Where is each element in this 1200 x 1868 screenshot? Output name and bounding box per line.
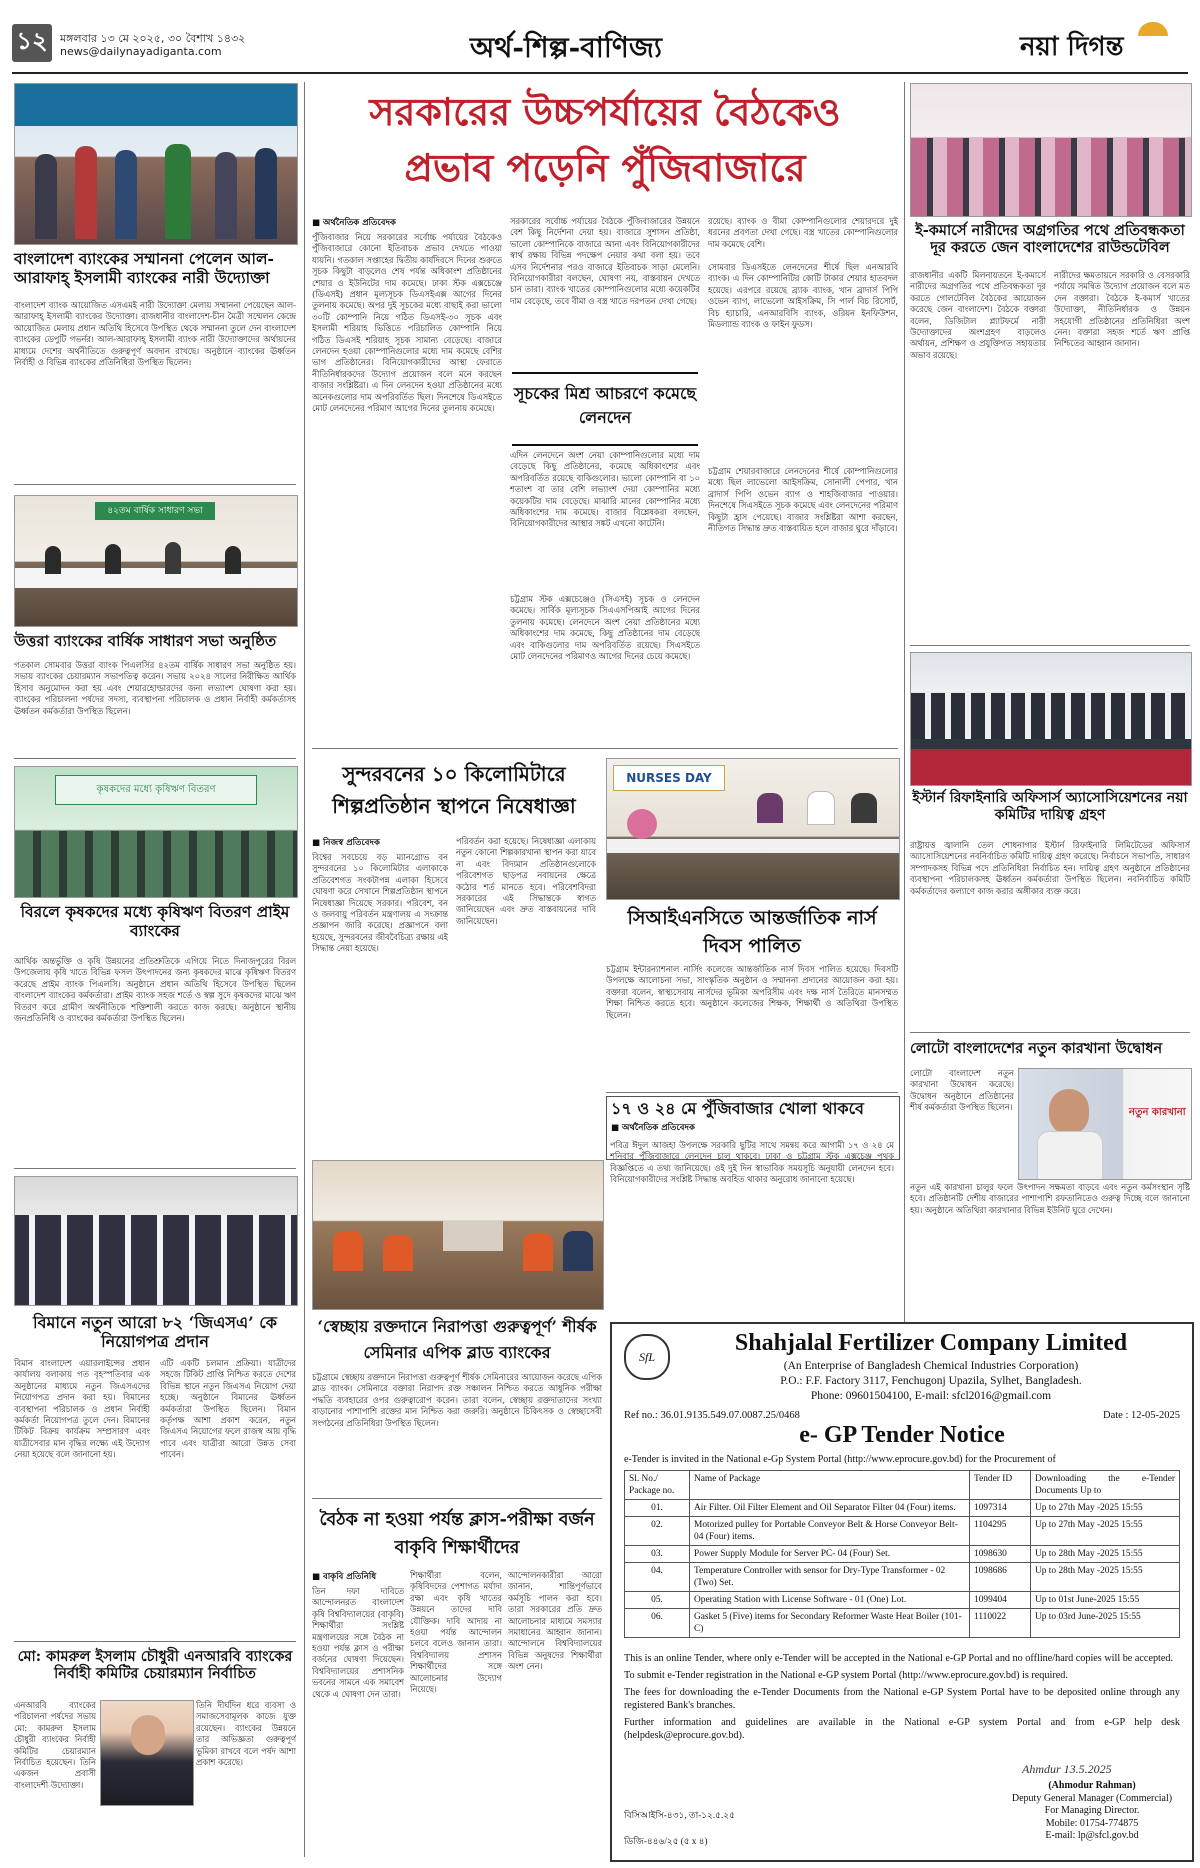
mid2-photo [606, 758, 900, 900]
divider [14, 758, 296, 759]
table-row: 02. Motorized pulley for Portable Conveyor Belt & Horse Conveyor Belt-04 (Four) items. 1104295 Up to 27th May -2025 15:55 [625, 1517, 1180, 1546]
mid1-byline: ■ নিজস্ব প্রতিবেদক [312, 838, 380, 848]
left1-photo [14, 83, 298, 245]
mid5-body-col3: আন্দোলনকারীরা আরো জানান, শান্তিপূর্ণভাবে কর্মসূচি পালন করা হবে। তারা সরকারের প্রতি দ্রুত আলোচনার মাধ্যমে সমস্যার সমাধানের আহ্বান জানান। আন্দোলনে বিশ্ববিদ্যালয়ের বিভিন্ন অনুষদের শিক্ষার্থীরা অংশ নেন। [508, 1570, 602, 1672]
right1-photo [910, 83, 1192, 217]
left4-body-col2: এটি একটি চলমান প্রক্রিয়া। যাত্রীদের সহজে টিকিট প্রাপ্তি নিশ্চিত করতে দেশের বিভিন্ন স্থানে নতুন জিএসএ নিয়োগ দেয়া হচ্ছে। অনুষ্ঠানে বিমানের ঊর্ধ্বতন কর্মকর্তারা উপস্থিত ছিলেন। বিমান কর্তৃপক্ষ আশা প্রকাশ করেন, নতুন জিএসএ নিয়োগের ফলে রাজস্ব আয় বৃদ্ধি পাবে এবং যাত্রীরা আরো উন্নত সেবা পাবেন। [160, 1358, 296, 1460]
tender-signature: Ahmdur 13.5.2025 [1022, 1762, 1112, 1776]
left3-body: আর্থিক অন্তর্ভুক্তি ও কৃষি উন্নয়নের প্রতিশ্রুতিকে এগিয়ে নিতে দিনাজপুরের বিরল উপজেলায় কৃষি খাতে বিভিন্ন ফসল উৎপাদনের জন্য কৃষকদের মাঝে কৃষিঋণ বিতরণ করেছে প্রাইম ব্যাংক পিএলসি। অনুষ্ঠানে প্রধান অতিথি হিসেবে উপস্থিত ছিলেন বাংলাদেশ ব্যাংকের কর্মকর্তারা। প্রাইম ব্যাংক সহজ শর্তে ও স্বল্প সুদে কৃষকদের মাঝে ঋণ বিতরণ করে গ্রামীণ অর্থনীতিকে শক্তিশালী করতে কাজ করছে। অনুষ্ঠানে স্থানীয় জনপ্রতিনিধি ও ব্যাংকের কর্মকর্তারা উপস্থিত ছিলেন। [14, 956, 296, 1024]
column-rule-right [904, 82, 905, 1322]
divider [14, 484, 296, 485]
header-date: মঙ্গলবার ১৩ মে ২০২৫, ৩০ বৈশাখ ১৪৩২ [60, 32, 246, 45]
mid5-body-col2: শিক্ষার্থীরা বলেন, কৃষিবিদদের পেশাগত মর্যাদা রক্ষা এবং কৃষি খাতের উন্নয়নে তাদের দাবি যৌক্তিক। দাবি আদায় না হওয়া পর্যন্ত আন্দোলন চলবে বলেও জানান তারা। বিশ্ববিদ্যালয় প্রশাসন শিক্ষার্থীদের সঙ্গে আলোচনার উদ্যোগ নিয়েছে। [410, 1570, 502, 1695]
right2-body: রাষ্ট্রায়ত্ত জ্বালানি তেল শোধনাগার ইস্টার্ন রিফাইনারি লিমিটেডের অফিসার্স অ্যাসোসিয়েশনের নবনির্বাচিত কমিটি দায়িত্ব গ্রহণ করেছে। নির্বাচনে সভাপতি, সাধারণ সম্পাদকসহ বিভিন্ন পদে প্রতিনিধিরা নির্বাচিত হন। দায়িত্ব গ্রহণ অনুষ্ঠানে প্রতিষ্ঠানের ব্যবস্থাপনা পরিচালকসহ ঊর্ধ্বতন কর্মকর্তারা উপস্থিত ছিলেন। নবনির্বাচিত কমিটি কর্মকর্তাদের কল্যাণে কাজ করার অঙ্গীকার ব্যক্ত করে। [910, 840, 1190, 896]
mid3-headline: ১৭ ও ২৪ মে পুঁজিবাজার খোলা থাকবে [611, 1099, 864, 1118]
mid2-banner: NURSES DAY [613, 765, 725, 791]
tender-table [624, 1470, 1180, 1638]
table-row: 03. Power Supply Module for Server PC- 04 (Four) Set. 1098630 Up to 28th May -2025 15:55 [625, 1546, 1180, 1563]
tender-subtitle: (An Enterprise of Bangladesh Chemical Industries Corporation) [783, 1360, 1079, 1372]
left3-headline: বিরলে কৃষকদের মধ্যে কৃষিঋণ বিতরণ প্রাইম ব্যাংকের [20, 902, 290, 940]
tender-ref: Ref no.: 36.01.9135.549.07.0087.25/0468 [624, 1410, 800, 1421]
mid1-text1: বিশ্বের সবচেয়ে বড় ম্যানগ্রোভ বন সুন্দরবনের ১০ কিলোমিটার এলাকাকে প্রতিবেশগত সংকটাপন্ন এলাকা হিসেবে ঘোষণা করে সেখানে শিল্পপ্রতিষ্ঠান স্থাপনে নিষেধাজ্ঞা দিয়েছে সরকার। পরিবেশ, বন ও জলবায়ু পরিবর্তন মন্ত্রণালয় এ সংক্রান্ত প্রজ্ঞাপন জারি করেছে। প্রজ্ঞাপনে বলা হয়েছে, সুন্দরবনের জীববৈচিত্র্য রক্ষায় এই সিদ্ধান্ত নেয়া হয়েছে। [312, 852, 448, 954]
tender-note-3: The fees for downloading the e-Tender Documents from the National e-GP System Portal have to be deposited online through any registered Bank's branches. [624, 1687, 1180, 1711]
mid4-headline: ‘স্বেচ্ছায় রক্তদানে নিরাপত্তা গুরুত্বপূর্ণ’ শীর্ষক সেমিনার এপিক ব্লাড ব্যাংকের [317, 1317, 597, 1362]
tender-note-1: This is an online Tender, where only e-Tender will be accepted in the National e-GP Portal and no offline/hard copies will be accepted. [624, 1653, 1174, 1664]
left4-headline: বিমানে নতুন আরো ৮২ ‘জিএসএ’ কে নিয়োগপত্র প্রদান [33, 1313, 277, 1352]
tender-designation: Deputy General Manager (Commercial) [1011, 1792, 1173, 1804]
tender-col-sl: Sl. No./ Package no. [625, 1471, 690, 1500]
section-title: অর্থ-শিল্প-বাণিজ্য [470, 31, 663, 64]
left5-body-col2: তিনি দীর্ঘদিন ধরে ব্যবসা ও সমাজসেবামূলক কাজে যুক্ত রয়েছেন। ব্যাংকের উন্নয়নে তার অভিজ্ঞতা গুরুত্বপূর্ণ ভূমিকা রাখবে বলে পর্ষদ আশা প্রকাশ করেছে। [196, 1700, 296, 1768]
mid1-body-col1 [312, 836, 448, 1152]
tender-signer: (Ahmodur Rahman) [1048, 1780, 1136, 1791]
right3-body-col1: লোটো বাংলাদেশ নতুন কারখানা উদ্বোধন করেছে। উদ্বোধন অনুষ্ঠানে প্রতিষ্ঠানের শীর্ষ কর্মকর্তারা উপস্থিত ছিলেন। [910, 1068, 1014, 1113]
left3-banner: কৃষকদের মধ্যে কৃষিঋণ বিতরণ [55, 775, 257, 805]
divider [14, 1168, 296, 1169]
tender-col-id: Tender ID [970, 1471, 1031, 1500]
tender-title: e- GP Tender Notice [799, 1422, 1005, 1448]
left5-body-col1: এনআরবি ব্যাংকের পরিচালনা পর্ষদের সভায় মো: কামরুল ইসলাম চৌধুরী ব্যাংকের নির্বাহী কমিটির চেয়ারম্যান নির্বাচিত হয়েছেন। তিনি একজন প্রবাসী বাংলাদেশী উদ্যোক্তা। [14, 1700, 96, 1790]
left3-photo [14, 766, 298, 898]
tender-address: P.O.: F.F. Factory 3117, Fenchugonj Upazila, Sylhet, Bangladesh. [780, 1375, 1082, 1387]
right3-photo [1018, 1068, 1192, 1180]
right2-photo [910, 652, 1192, 786]
tender-code-1: বিসিআইসি-৪৩১, তা-১২.৫.২৫ [624, 1810, 735, 1820]
table-row: 04. Temperature Controller with sensor for Dry-Type Transformer - 02 (Two) Set. 1098686 Up to 28th May -2025 15:55 [625, 1563, 1180, 1592]
mid5-headline: বৈঠক না হওয়া পর্যন্ত ক্লাস-পরীক্ষা বর্জন বাকৃবি শিক্ষার্থীদের [319, 1510, 595, 1558]
tender-code-2: ডিজি-৪৪৬/২৫ (৫ x ৪) [624, 1836, 708, 1846]
divider [14, 1641, 296, 1642]
lead-right-text2: সোমবার ডিএসইতে লেনদেনের শীর্ষে ছিল এনআরবি ব্যাংক। এ দিন কোম্পানিটির কোটি টাকার শেয়ার হাতবদল হয়েছে। এরপরে রয়েছে ব্র্যাক ব্যাংক, খান ব্রাদার্স পিপি ওভেন ব্যাগ, লাভেলো আইসক্রিম, সি পার্ল বিচ রিসোর্ট, বিচ হ্যাচারি, এনআরবিসি ব্যাংক, ওরিয়ন ইনফিউশন, মিডল্যান্ড ব্যাংক ও ফাইন ফুডস। [708, 262, 898, 330]
mid1-body-col2: পরিবর্তন করা হয়েছে। নিষেধাজ্ঞা এলাকায় নতুন কোনো শিল্পকারখানা স্থাপন করা যাবে না এবং বিদ্যমান প্রতিষ্ঠানগুলোকে পরিবেশগত ছাড়পত্র নবায়নের ক্ষেত্রে কঠোর শর্ত মানতে হবে। পরিবেশবিদরা সরকারের এই সিদ্ধান্তকে স্বাগত জানিয়েছেন এবং দ্রুত বাস্তবায়নের দাবি জানিয়েছেন। [456, 836, 596, 926]
mid5-text1: তিন দফা দাবিতে আন্দোলনরত বাংলাদেশ কৃষি বিশ্ববিদ্যালয়ের (বাকৃবি) শিক্ষার্থীরা সংশ্লিষ্ট মন্ত্রণালয়ের সঙ্গে বৈঠক না হওয়া পর্যন্ত ক্লাস ও পরীক্ষা বর্জনের ঘোষণা দিয়েছেন। বিশ্ববিদ্যালয়ের প্রশাসনিক ভবনের সামনে এক সমাবেশ থেকে এ ঘোষণা দেন তারা। [312, 1586, 404, 1699]
sfcl-logo-icon: SfL [624, 1334, 670, 1380]
mid4-body: চট্টগ্রামে স্বেচ্ছায় রক্তদানে নিরাপত্তা গুরুত্বপূর্ণ শীর্ষক সেমিনারের আয়োজন করেছে এপিক ব্লাড ব্যাংক। সেমিনারে বক্তারা নিরাপদ রক্ত সঞ্চালন নিশ্চিত করতে আধুনিক পরীক্ষা পদ্ধতি ব্যবহারের ওপর গুরুত্বারোপ করেন। তারা বলেন, স্বেচ্ছায় রক্তদাতাদের সংখ্যা বাড়ানোর পাশাপাশি রক্তের মান নিশ্চিত করা জরুরি। অনুষ্ঠানে চিকিৎসক ও স্বেচ্ছাসেবী সংগঠনের প্রতিনিধিরা উপস্থিত ছিলেন। [312, 1372, 602, 1428]
mid3-byline: ■ অর্থনৈতিক প্রতিবেদক [611, 1123, 695, 1133]
tender-phone: Phone: 09601504100, E-mail: sfcl2016@gmail.com [810, 1390, 1052, 1402]
tender-col-name: Name of Package [690, 1471, 970, 1500]
tender-email[interactable]: E-mail: lp@sfcl.gov.bd [1045, 1830, 1139, 1841]
divider [606, 1092, 898, 1093]
left2-banner: ৪২তম বার্ষিক সাধারণ সভা [95, 502, 215, 520]
lead-right-text1: রয়েছে। ব্যাংক ও বীমা কোম্পানিগুলোর শেয়ারদরে দুই ধরনের প্রবণতা দেখা গেছে। বস্ত্র খাতের কোম্পানিগুলোর দাম কমেছে বেশি। [708, 216, 898, 249]
lead-mid-text1: সরকারের সর্বোচ্চ পর্যায়ের বৈঠকে পুঁজিবাজারের উন্নয়নে বেশ কিছু নির্দেশনা দেয়া হয়। বাজারে সুশাসন প্রতিষ্ঠা, ভালো কোম্পানিকে বাজারে আনা এবং বিনিয়োগকারীদের স্বার্থ রক্ষায় বিভিন্ন পদক্ষেপ নেয়ার কথা বলা হয়। তবে এসব নির্দেশনার পরও বাজারে ইতিবাচক সাড়া মেলেনি। বিনিয়োগকারীরা বলছেন, ঘোষণা নয়, বাস্তবায়ন দেখতে চান তারা। ব্যাংক খাতের কোম্পানিগুলোর মধ্যে কয়েকটির দাম বেড়েছে, তবে বীমা ও বস্ত্র খাতে দরপতন দেখা গেছে। [510, 216, 700, 306]
column-rule-left [304, 82, 305, 1857]
lead-headline [312, 84, 898, 196]
lead-headline-line1: সরকারের উচ্চপর্যায়ের বৈঠকেও [369, 89, 841, 134]
right1-headline: ই-কমার্সে নারীদের অগ্রগতির পথে প্রতিবন্ধকতা দূর করতে জেন বাংলাদেশের রাউন্ডটেবিল [915, 222, 1185, 257]
left1-headline: বাংলাদেশ ব্যাংকের সম্মাননা পেলেন আল-আরাফাহ্ ইসলামী ব্যাংকের নারী উদ্যোক্তা [14, 249, 274, 287]
lead-right-text3: চট্টগ্রাম শেয়ারবাজারে লেনদেনের শীর্ষে কোম্পানিগুলোর মধ্যে ছিল লাভেলো আইসক্রিম, সোনালী পেপার, খান ব্রাদার্স পিপি ওভেন ব্যাগ ও শাহজিবাজার পাওয়ার। দিনশেষে সিএসইতে সূচক কমেছে এবং লেনদেনের পরিমাণ কিছুটা হ্রাস পেয়েছে। বাজার সংশ্লিষ্টরা আশা করছেন, নীতিগত সিদ্ধান্ত দ্রুত বাস্তবায়িত হলে বাজার ঘুরে দাঁড়াবে। [708, 466, 898, 534]
left5-headline: মো: কামরুল ইসলাম চৌধুরী এনআরবি ব্যাংকের নির্বাহী কমিটির চেয়ারম্যান নির্বাচিত [17, 1648, 293, 1683]
tender-for: For Managing Director. [1044, 1805, 1140, 1816]
tender-col-download: Downloading the e-Tender Documents Up to [1031, 1471, 1180, 1500]
mid2-headline: সিআইএনসিতে আন্তর্জাতিক নার্স দিবস পালিত [627, 907, 877, 957]
tender-note-4: Further information and guidelines are available in the National e-GP system Portal and from e-GP help desk (helpdesk@eprocure.gov.bd). [624, 1717, 1180, 1741]
left2-headline: উত্তরা ব্যাংকের বার্ষিক সাধারণ সভা অনুষ্ঠিত [14, 632, 277, 650]
tender-mobile: Mobile: 01754-774875 [1045, 1817, 1139, 1829]
masthead-sun-icon [1138, 22, 1168, 36]
right3-headline: লোটো বাংলাদেশের নতুন কারখানা উদ্বোধন [910, 1040, 1163, 1057]
tender-company: Shahjalal Fertilizer Company Limited [734, 1330, 1128, 1356]
lead-mid-text2: এদিন লেনদেনে অংশ নেয়া কোম্পানিগুলোর মধ্যে দাম বেড়েছে কিছু প্রতিষ্ঠানের, কমেছে অধিকাংশের এবং অপরিবর্তিত রয়েছে বাকিগুলোর। ভালো কোম্পানি বা ১০ শতাংশ বা তার বেশি লভ্যাংশ দেয়া কোম্পানির মধ্যে কয়েকটির দাম বেড়েছে। মাঝারি মানের কোম্পানির মধ্যে অধিকাংশের দাম কমেছে। বাজার বিশ্লেষকরা বলছেন, বিনিয়োগকারীদের আস্থার সঙ্কট এখনো কাটেনি। [510, 450, 700, 529]
mid2-body: চট্টগ্রাম ইন্টারন্যাশনাল নার্সিং কলেজে আন্তর্জাতিক নার্স দিবস পালিত হয়েছে। দিবসটি উপলক্ষে আলোচনা সভা, সাংস্কৃতিক অনুষ্ঠান ও সম্মাননা প্রদানের আয়োজন করা হয়। বক্তারা বলেন, স্বাস্থ্যসেবায় নার্সদের ভূমিকা অপরিসীম এবং দক্ষ নার্স তৈরিতে মানসম্মত শিক্ষা নিশ্চিত করতে হবে। অনুষ্ঠানে কলেজের শিক্ষক, শিক্ষার্থী ও অতিথিরা উপস্থিত ছিলেন। [606, 964, 898, 1020]
mid1-headline: সুন্দরবনের ১০ কিলোমিটারে শিল্পপ্রতিষ্ঠান স্থাপনে নিষেধাজ্ঞা [332, 762, 576, 818]
divider [312, 1498, 602, 1499]
header-email[interactable]: news@dailynayadiganta.com [60, 45, 222, 58]
lead-byline: ■ অর্থনৈতিক প্রতিবেদক [312, 218, 396, 228]
lead-body-col1 [312, 216, 502, 744]
divider [312, 748, 898, 749]
lead-mid-text3: চট্টগ্রাম স্টক এক্সচেঞ্জেও (সিএসই) সূচক ও লেনদেন কমেছে। সার্বিক মূল্যসূচক সিএএসপিআই আগের দিনের তুলনায় কমেছে। লেনদেনে অংশ নেয়া প্রতিষ্ঠানের মধ্যে অধিকাংশের দাম কমেছে, কিছু প্রতিষ্ঠানের দাম বেড়েছে এবং বাকিগুলোর দাম অপরিবর্তিত রয়েছে। সিএসইতে মোট লেনদেনের পরিমাণও আগের দিনের চেয়ে কমেছে। [510, 594, 700, 662]
left2-photo [14, 495, 298, 627]
lead-inset-box [512, 372, 698, 446]
mid5-byline: ■ বাকৃবি প্রতিনিধি [312, 1572, 377, 1582]
mid5-body-col1 [312, 1570, 404, 1856]
right2-headline: ইস্টার্ন রিফাইনারি অফিসার্স অ্যাসোসিয়েশনের নয়া কমিটির দায়িত্ব গ্রহণ [912, 790, 1188, 823]
left5-portrait [100, 1700, 194, 1806]
tender-date: Date : 12-05-2025 [1103, 1410, 1180, 1421]
right1-body-col1: রাজধানীর একটি মিলনায়তনে ই-কমার্সে নারীদের অগ্রগতির পথে প্রতিবন্ধকতা দূর করতে গোলটেবিল বৈঠকের আয়োজন করেছে জেন বাংলাদেশ। বৈঠকে বক্তারা বলেন, ডিজিটাল প্ল্যাটফর্মে নারী উদ্যোক্তাদের অংশগ্রহণ বাড়লেও অর্থায়ন, প্রশিক্ষণ ও প্রযুক্তিগত সহায়তার অভাব রয়েছে। [910, 270, 1046, 360]
masthead-logo: নয়া দিগন্ত [1020, 32, 1124, 62]
left4-photo [14, 1176, 298, 1306]
header-rule [12, 72, 1188, 74]
tender-notice [610, 1322, 1194, 1862]
lead-headline-line2: প্রভাব পড়েনি পুঁজিবাজারে [404, 145, 806, 190]
page-number-badge: ১২ [12, 24, 52, 62]
left4-body-col1: বিমান বাংলাদেশ এয়ারলাইন্সের প্রধান কার্যালয় বলাকায় গত বৃহস্পতিবার এক অনুষ্ঠানের মাধ্যমে নতুন জিএসএদের নিয়োগপত্র প্রদান করা হয়। বিমানের ব্যবস্থাপনা পরিচালক ও প্রধান নির্বাহী কর্মকর্তা নিয়োগপত্র তুলে দেন। বিমানের টিকিট বিক্রয় কার্যক্রম সম্প্রসারণ এবং যাত্রীসেবার মান বৃদ্ধির লক্ষ্যে এই উদ্যোগ নেয়া হয়েছে বলে জানানো হয়। [14, 1358, 150, 1460]
right1-body-col2: নারীদের ক্ষমতায়নে সরকারি ও বেসরকারি পর্যায়ে সমন্বিত উদ্যোগ প্রয়োজন বলে মত দেন বক্তারা। বৈঠকে ই-কমার্স খাতের উদ্যোক্তা, নীতিনির্ধারক ও উন্নয়ন সহযোগী প্রতিষ্ঠানের প্রতিনিধিরা অংশ নেন। বক্তারা সহজ শর্তে ঋণ প্রাপ্তি নিশ্চিতের আহ্বান জানান। [1054, 270, 1190, 349]
mid3-body: পবিত্র ঈদুল আজহা উপলক্ষে সরকারি ছুটির সাথে সমন্বয় করে আগামী ১৭ ও ২৪ মে শনিবার পুঁজিবাজারে লেনদেন চালু থাকবে। ঢাকা ও চট্টগ্রাম স্টক এক্সচেঞ্জ পৃথক বিজ্ঞপ্তিতে এ তথ্য জানিয়েছে। ওই দুই দিন স্বাভাবিক সময়সূচি অনুযায়ী লেনদেন হবে। বিনিয়োগকারীদের সংশ্লিষ্ট সিদ্ধান্ত অবহিত থাকার অনুরোধ জানানো হয়েছে। [610, 1140, 894, 1185]
table-row: 01. Air Filter. Oil Filter Element and Oil Separator Filter 04 (Four) items. 1097314 Up to 27th May -2025 15:55 [625, 1500, 1180, 1517]
left2-body: গতকাল সোমবার উত্তরা ব্যাংক পিএলসির ৪২তম বার্ষিক সাধারণ সভা অনুষ্ঠিত হয়। সভায় ব্যাংকের চেয়ারম্যান সভাপতিত্ব করেন। সভায় ২০২৪ সালের নিরীক্ষিত আর্থিক হিসাব অনুমোদন করা হয় এবং শেয়ারহোল্ডারদের জন্য লভ্যাংশ ঘোষণা করা হয়। ব্যাংকের পরিচালনা পর্ষদের সদস্য, ব্যবস্থাপনা পরিচালক ও প্রধান নির্বাহী কর্মকর্তাসহ ঊর্ধ্বতন কর্মকর্তারা উপস্থিত ছিলেন। [14, 660, 296, 716]
mid4-photo [312, 1160, 604, 1310]
divider [910, 1032, 1190, 1033]
right3-body-col2: নতুন এই কারখানা চালুর ফলে উৎপাদন সক্ষমতা বাড়বে এবং নতুন কর্মসংস্থান সৃষ্টি হবে। প্রতিষ্ঠানটি দেশীয় বাজারের পাশাপাশি রফতানিতেও গুরুত্ব দিচ্ছে বলে জানানো হয়। অনুষ্ঠানে অতিথিরা কারখানার বিভিন্ন ইউনিট ঘুরে দেখেন। [910, 1182, 1190, 1215]
table-row: 06. Gasket 5 (Five) items for Secondary Reformer Waste Heat Boiler (101-C) 1110022 Up to 03rd June-2025 15:55 [625, 1609, 1180, 1638]
lead-inset-headline: সূচকের মিশ্র আচরণে কমেছে লেনদেন [513, 384, 697, 427]
tender-intro: e-Tender is invited in the National e-Gp System Portal (http://www.eprocure.gov.bd) for the Procurement of [624, 1454, 1056, 1465]
tender-note-2: To submit e-Tender registration in the National e-GP system Portal (http://www.eprocure.gov.bd) is required. [624, 1670, 1068, 1681]
table-row: 05. Operating Station with License Software - 01 (One) Lot. 1099404 Up to 01st June-2025 15:55 [625, 1592, 1180, 1609]
lead-text: পুঁজিবাজার নিয়ে সরকারের সর্বোচ্চ পর্যায়ের বৈঠকেও পুঁজিবাজারে কোনো ইতিবাচক প্রভাব দেখতে পাওয়া যায়নি। গতকাল সপ্তাহের দ্বিতীয় কার্যদিবসে দিনের শুরুতে সূচক কিছুটা বাড়লেও শেষ পর্যন্ত অধিকাংশ প্রতিষ্ঠানের শেয়ার ও ইউনিটের দাম কমেছে। ঢাকা স্টক এক্সচেঞ্জে (ডিএসই) প্রধান মূল্যসূচক ডিএসইএক্স আগের দিনের তুলনায় কমেছে। অপর দুই সূচকের মধ্যে বাছাই করা ভালো ৩০টি কোম্পানি নিয়ে গঠিত ডিএসই-৩০ সূচক এবং ইসলামী শরিয়াহ ভিত্তিতে পরিচালিত কোম্পানি নিয়ে গঠিত ডিএসই শরিয়াহ সূচক সামান্য বেড়েছে। বাজারে লেনদেন হওয়া কোম্পানিগুলোর মধ্যে দাম কমেছে বেশির ভাগ প্রতিষ্ঠানের। বিনিয়োগকারীদের আস্থা ফেরাতে নীতিনির্ধারকদের উদ্যোগ প্রয়োজন বলে মনে করছেন বাজার সংশ্লিষ্টরা। এ দিন লেনদেন হওয়া প্রতিষ্ঠানের মধ্যে অনেকগুলোর দাম অপরিবর্তিত ছিল। দিনশেষে ডিএসইতে মোট লেনদেনের পরিমাণ আগের দিনের তুলনায় কমেছে। [312, 232, 502, 414]
right3-photo-caption: নতুন কারখানা [1129, 1107, 1186, 1118]
divider [910, 645, 1190, 646]
left1-body: বাংলাদেশ ব্যাংক আয়োজিত এসএমই নারী উদ্যোক্তা মেলায় সম্মাননা পেয়েছেন আল-আরাফাহ্ ইসলামী ব্যাংকের উদ্যোক্তা। রাজধানীর বাংলাদেশ-চীন মৈত্রী সম্মেলন কেন্দ্রে আয়োজিত মেলায় প্রধান অতিথি হিসেবে উপস্থিত থেকে সম্মাননা তুলে দেন বাংলাদেশ ব্যাংকের ডেপুটি গভর্নর। আল-আরাফাহ্ ইসলামী ব্যাংক নারী উদ্যোক্তাদের অর্থায়নের মাধ্যমে দেশের অর্থনীতিতে গুরুত্বপূর্ণ অবদান রাখছে। অনুষ্ঠানে ব্যাংকের ঊর্ধ্বতন নির্বাহী ও বিভিন্ন ব্যাংকের প্রতিনিধিরা উপস্থিত ছিলেন। [14, 300, 296, 368]
